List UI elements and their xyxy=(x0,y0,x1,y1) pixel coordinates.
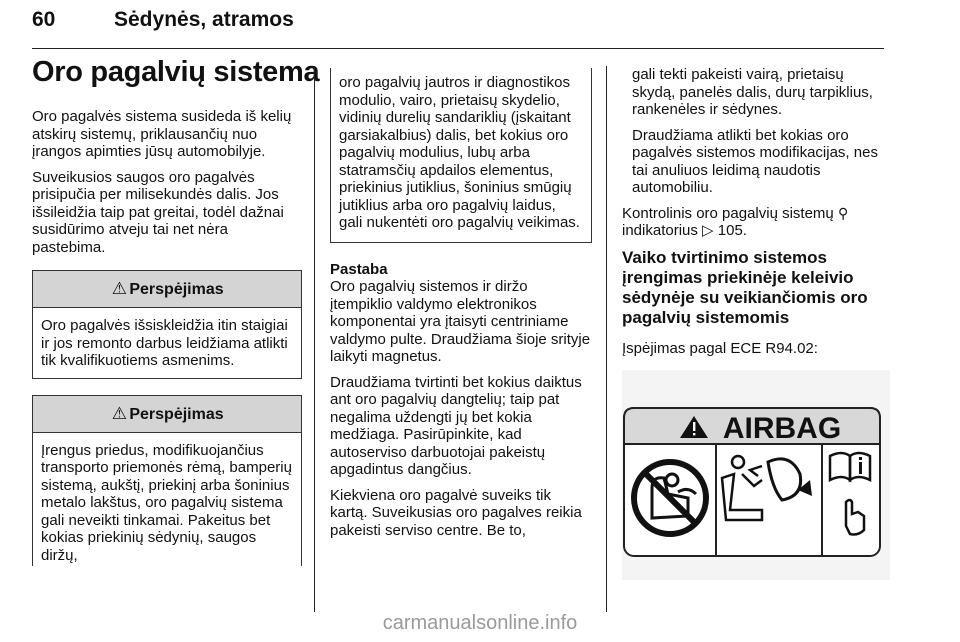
column-3 xyxy=(622,66,890,365)
column-2 xyxy=(330,68,592,547)
warning-triangle-icon: ⚠ xyxy=(111,279,127,298)
column-divider-right xyxy=(606,66,607,612)
inflation-paragraph: Suveikusios saugos oro pagalvės prisipučia per milisekundės dalis. Jos išsileidžia taip pat greitai, todėl dažnai susidūrimo atveju tai net nėra pastebima. xyxy=(32,168,284,256)
note-label: Pastaba xyxy=(330,260,388,278)
column-divider-left xyxy=(314,66,315,612)
airbag-warning-label-figure xyxy=(622,370,890,580)
watermark: carmanualsonline.info xyxy=(382,612,578,634)
covers-paragraph: Draudžiama tvirtinti bet kokius daiktus ant oro pagalvių dangtelių; taip pat negalima uždengti jų bet kokia medžiaga. Pasirūpinkite, kad autoserviso darbuotojai pakeistų apgadintus dangčius. xyxy=(330,373,582,478)
child-restraint-subheading: Vaiko tvirtinimo sistemos įrengimas priekinėje keleivio sėdynėje su veikiančiomis oro pagalvių sistemomis xyxy=(622,247,868,327)
section-title: Oro pagalvių sistema xyxy=(32,56,320,88)
intro-paragraph: Oro pagalvės sistema susideda iš kelių atskirų sistemų, priklausančių nuo įrangos apimties jūsų automobilyje. xyxy=(32,108,292,160)
warning-box-title: ⚠ Perspėjimas xyxy=(33,271,301,308)
warning-box-title: ⚠ Perspėjimas xyxy=(33,396,301,433)
deploy-once-paragraph: Kiekviena oro pagalvė suveiks tik kartą. Suveikusias oro pagalves reikia pakeisti serviso centre. Be to, xyxy=(330,486,582,539)
warning-triangle-icon: ⚠ xyxy=(111,403,127,423)
warning-box-2 xyxy=(32,395,302,567)
running-title: Sėdynės, atramos xyxy=(114,8,294,31)
modification-paragraph: Draudžiama atlikti bet kokias oro pagalvės sistemos modifikacijas, nes tai anuliuos leidimą naudotis automobiliu. xyxy=(632,126,878,196)
page-header xyxy=(32,4,884,49)
continued-paragraph: gali tekti pakeisti vairą, prietaisų skydą, panelės dalis, durų tarpiklius, rankenėles ir sėdynes. xyxy=(632,66,873,118)
warning-box-continued: oro pagalvių jautros ir diagnostikos modulio, vairo, prietaisų skydelio, vidinių durelių sandariklių (įskaitant garsiakalbius) dalis, bet kokius oro pagalvių modulius, lubų arba statramsčių apdailos elementus, priekinius jutiklius, šoninius smūgių jutiklius arba oro pagalvių laidus, gali nukentėti oro pagalvių veikimas. xyxy=(330,68,592,243)
label-airbag-title: AIRBAG xyxy=(722,412,842,445)
page-ref-arrow-icon: ▷ xyxy=(702,222,714,239)
ece-warning-text: Įspėjimas pagal ECE R94.02: xyxy=(622,339,818,357)
warning-box-body: Oro pagalvės išsiskleidžia itin staigiai ir jos remonto darbus leidžiama atlikti tik kvalifikuotiems asmenims. xyxy=(41,317,288,369)
warning-box-1 xyxy=(32,270,302,379)
airbag-indicator-icon: ⚲ xyxy=(837,204,849,221)
column-1 xyxy=(32,108,302,574)
note-body: Oro pagalvių sistemos ir diržo įtempiklio valdymo elektronikos komponentai yra įtaisyti centriniame valdymo pulte. Draudžiama šioje srityje laikyti magnetus. xyxy=(330,278,591,365)
page-number: 60 xyxy=(32,8,56,31)
control-indicator-paragraph: Kontrolinis oro pagalvių sistemų ⚲ indikatorius ▷ 105. xyxy=(622,204,849,239)
warning-box-body: Įrengus priedus, modifikuojančius transporto priemonės rėmą, bamperių sistemą, aukštį, priekinį arba šoninius metalo lakštus, oro pagalvių sistema gali neveikti tinkamai. Pakeitus bet kokias priekinių sėdynių, saugos diržų, xyxy=(41,441,292,564)
page-ref-link[interactable]: 105. xyxy=(717,222,747,239)
